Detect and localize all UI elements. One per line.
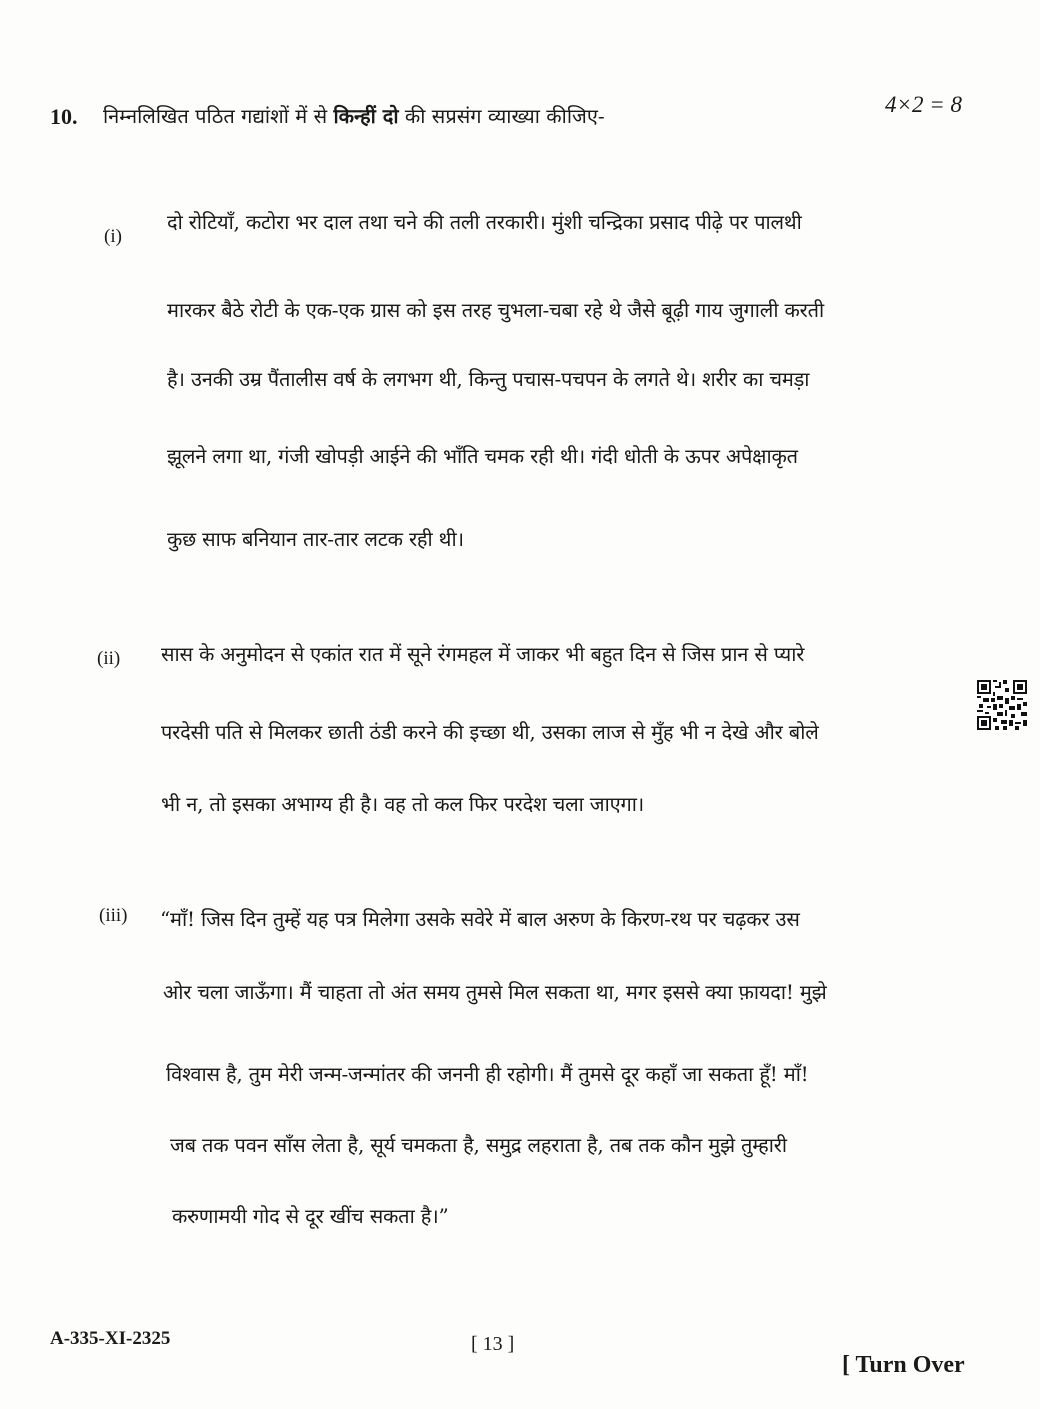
passage-line: जब तक पवन साँस लेता है, सूर्य चमकता है, समुद्र लहराता है, तब तक कौन मुझे तुम्हारी	[170, 1133, 787, 1157]
passage-line: दो रोटियाँ, कटोरा भर दाल तथा चने की तली तरकारी। मुंशी चन्द्रिका प्रसाद पीढ़े पर पालथी	[167, 210, 802, 234]
paper-code: A-335-XI-2325	[50, 1328, 171, 1349]
passage-line: है। उनकी उम्र पैंतालीस वर्ष के लगभग थी, किन्तु पचास-पचपन के लगते थे। शरीर का चमड़ा	[167, 367, 810, 391]
passage-line: मारकर बैठे रोटी के एक-एक ग्रास को इस तरह चुभला-चबा रहे थे जैसे बूढ़ी गाय जुगाली करती	[167, 298, 824, 322]
passage-line: परदेसी पति से मिलकर छाती ठंडी करने की इच्छा थी, उसका लाज से मुँह भी न देखे और बोले	[161, 720, 819, 744]
page-number: [ 13 ]	[471, 1333, 515, 1355]
question-text-part: की सप्रसंग व्याख्या कीजिए-	[398, 104, 605, 128]
question-text	[103, 102, 605, 129]
question-number: 10.	[50, 104, 78, 129]
passage-line: “माँ! जिस दिन तुम्हें यह पत्र मिलेगा उसके सवेरे में बाल अरुण के किरण-रथ पर चढ़कर उस	[160, 907, 800, 931]
passage-line: ओर चला जाऊँगा। मैं चाहता तो अंत समय तुमसे मिल सकता था, मगर इससे क्या फ़ायदा! मुझे	[163, 980, 827, 1004]
question-marks: 4×2 = 8	[885, 92, 963, 117]
passage-line: सास के अनुमोदन से एकांत रात में सूने रंगमहल में जाकर भी बहुत दिन से जिस प्रान से प्यारे	[161, 642, 805, 666]
question-text-part: निम्नलिखित पठित गद्यांशों में से	[103, 104, 334, 128]
turn-over-note: [ Turn Over	[842, 1352, 965, 1378]
qr-code-icon	[977, 680, 1027, 730]
passage-line: भी न, तो इसका अभाग्य ही है। वह तो कल फिर परदेश चला जाएगा।	[161, 792, 645, 816]
passage-label: (i)	[104, 226, 122, 247]
passage-label: (ii)	[97, 648, 121, 669]
question-text-bold: किन्हीं दो	[333, 104, 399, 128]
passage-line: विश्वास है, तुम मेरी जन्म-जन्मांतर की जननी ही रहोगी। मैं तुमसे दूर कहाँ जा सकता हूँ! माँ!	[166, 1062, 809, 1086]
passage-label: (iii)	[99, 905, 128, 926]
passage-line: झूलने लगा था, गंजी खोपड़ी आईने की भाँति चमक रही थी। गंदी धोती के ऊपर अपेक्षाकृत	[167, 444, 798, 468]
passage-line: कुछ साफ बनियान तार-तार लटक रही थी।	[167, 527, 464, 551]
passage-line: करुणामयी गोद से दूर खींच सकता है।”	[172, 1204, 449, 1228]
